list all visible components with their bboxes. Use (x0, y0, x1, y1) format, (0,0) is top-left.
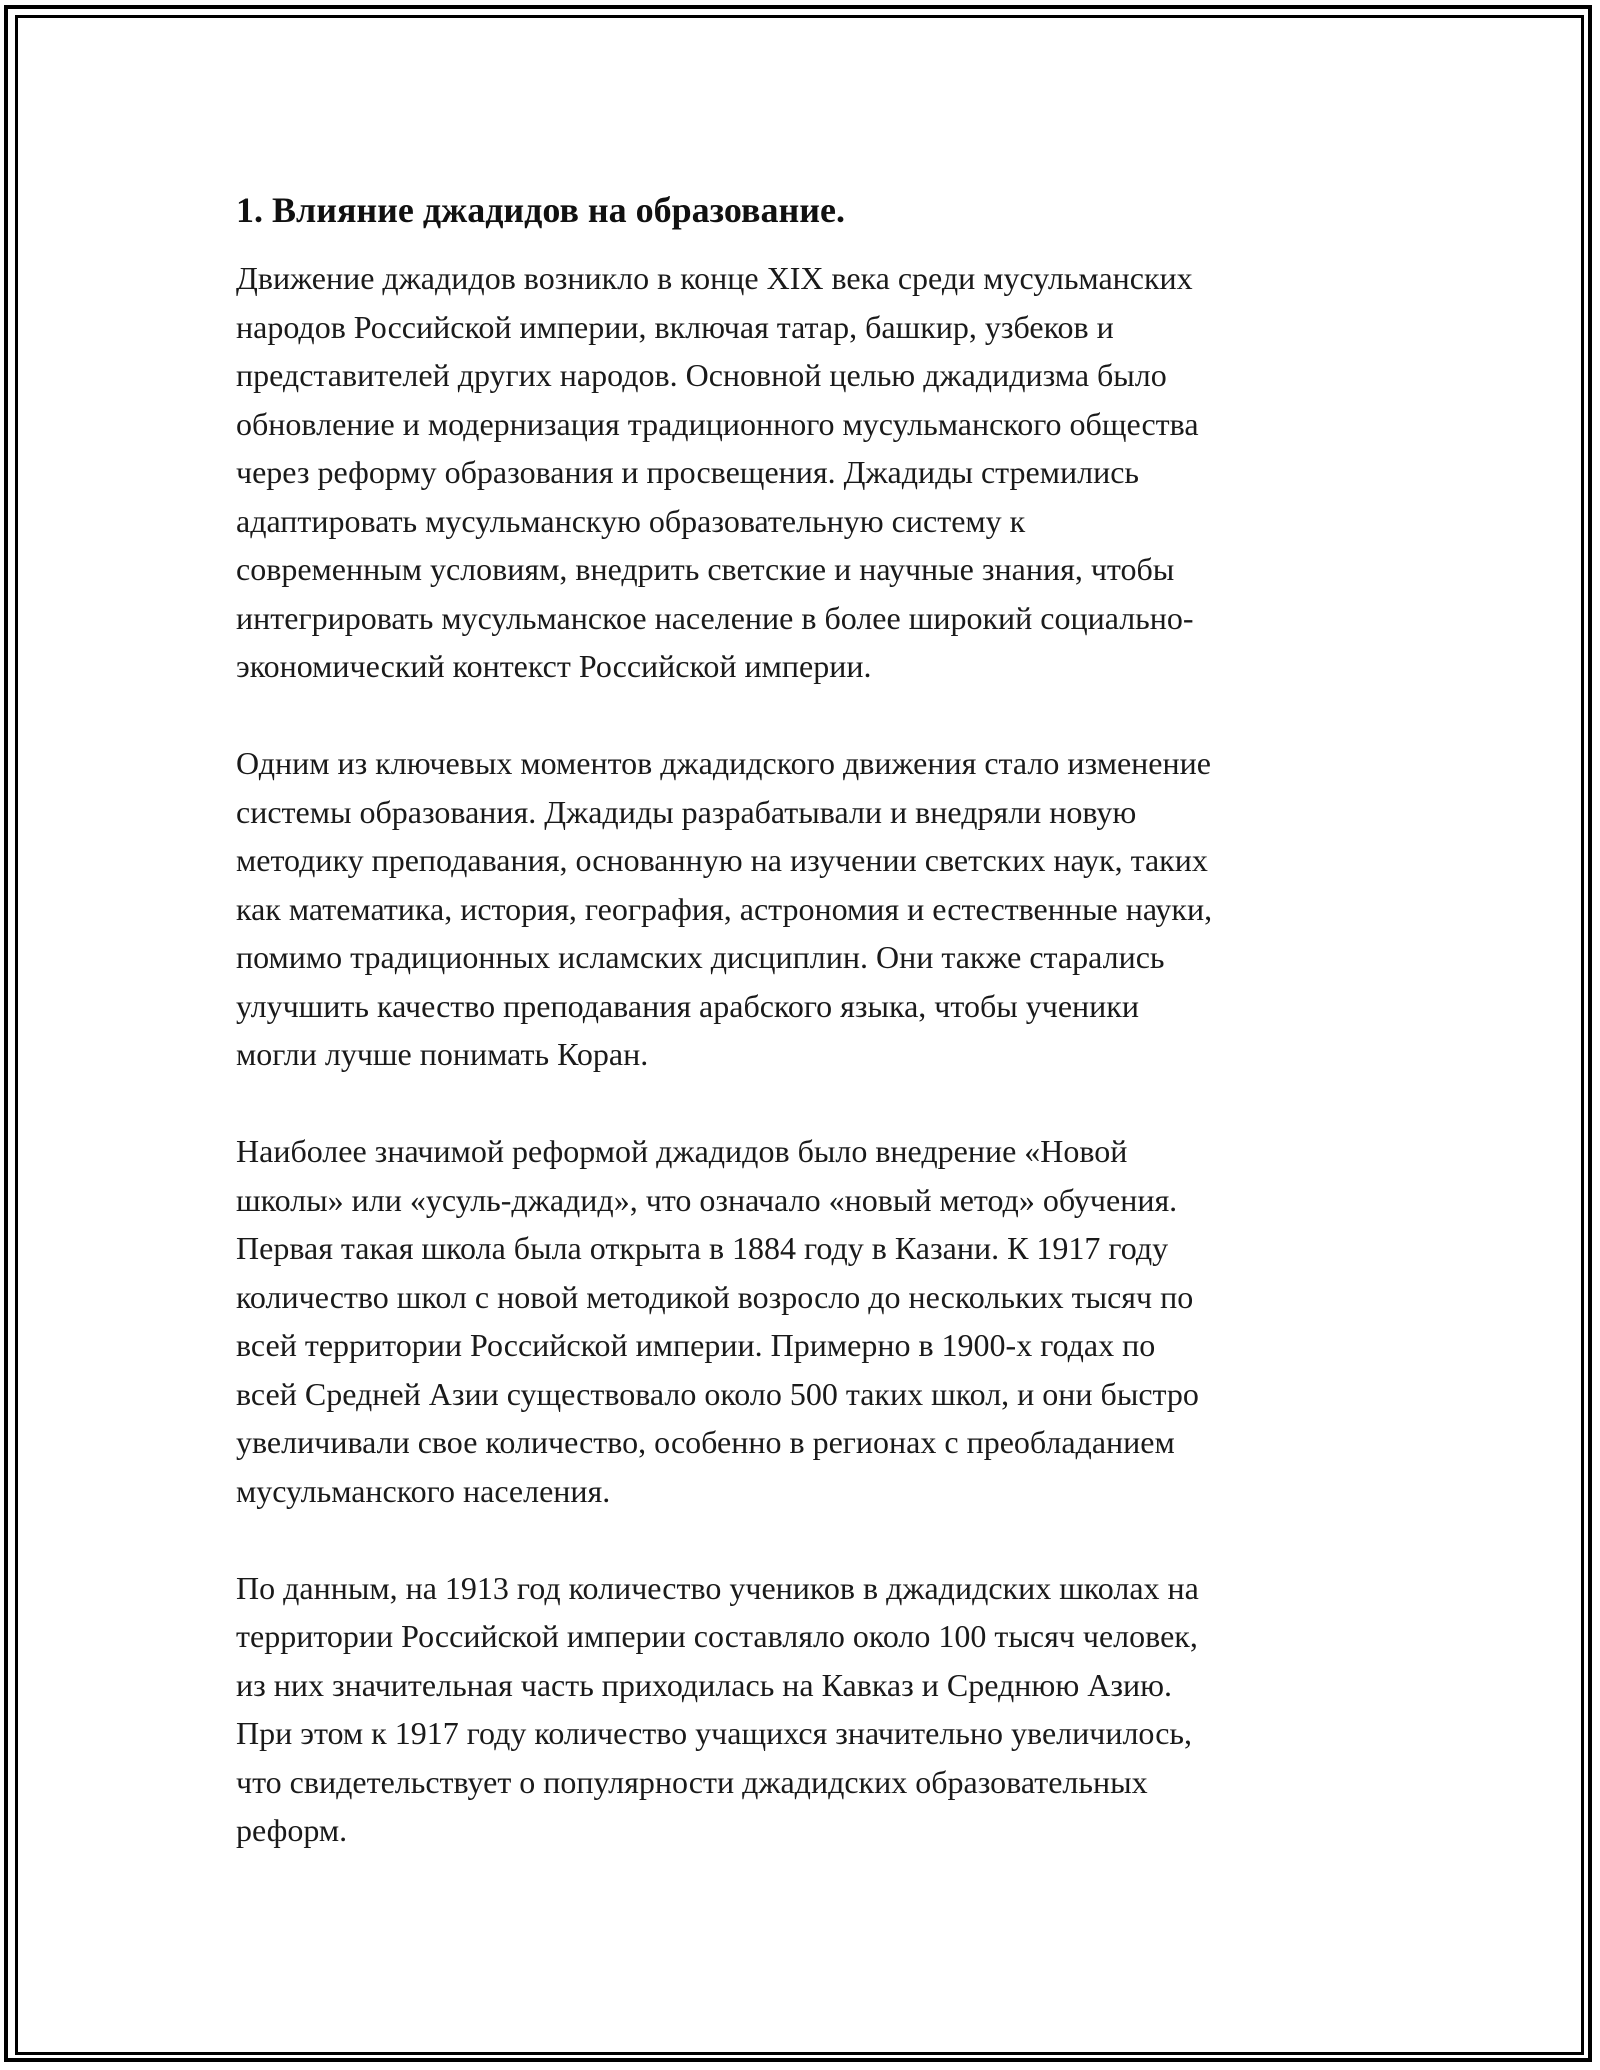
text-line: из них значительная часть приходилась на Кавказ и Среднюю Азию. (236, 1666, 1172, 1703)
text-line: мусульманского населения. (236, 1472, 611, 1509)
text-line: Наиболее значимой реформой джадидов было внедрение «Новой (236, 1133, 1128, 1169)
text-line: как математика, история, география, астрономия и естественные науки, (236, 890, 1213, 927)
text-line: современным условиям, внедрить светские и научные знания, чтобы (236, 551, 1175, 587)
text-line: территории Российской империи составляло около 100 тысяч человек, (236, 1618, 1198, 1654)
paragraph-3 (236, 1127, 1386, 1515)
text-line: Первая такая школа была открыта в 1884 году в Казани. К 1917 году (236, 1230, 1169, 1266)
text-line: количество школ с новой методикой возросло до нескольких тысяч по (236, 1278, 1194, 1315)
text-line: увеличивали свое количество, особенно в регионах с преобладанием (236, 1424, 1175, 1460)
text-line: Одним из ключевых моментов джадидского движения стало изменение (236, 745, 1211, 781)
text-line: экономический контекст Российской империи. (236, 648, 872, 684)
text-line: интегрировать мусульманское население в более широкий социально- (236, 599, 1194, 636)
text-line: системы образования. Джадиды разрабатывали и внедряли новую (236, 793, 1137, 830)
text-line: что свидетельствует о популярности джадидских образовательных (236, 1763, 1148, 1800)
document-body (236, 186, 1386, 1903)
section-heading: 1. Влияние джадидов на образование. (236, 190, 845, 230)
text-line: реформ. (236, 1812, 348, 1848)
paragraph-2 (236, 739, 1386, 1079)
text-line: методику преподавания, основанную на изучении светских наук, таких (236, 842, 1208, 878)
paragraph-1 (236, 254, 1386, 691)
text-line: Движение джадидов возникло в конце XIX века среди мусульманских (236, 260, 1193, 296)
text-line: всей Средней Азии существовало около 500 таких школ, и они быстро (236, 1375, 1199, 1412)
text-line: По данным, на 1913 год количество учеников в джадидских школах на (236, 1569, 1199, 1606)
text-line: школы» или «усуль-джадид», что означало «новый метод» обучения. (236, 1181, 1178, 1218)
text-line: могли лучше понимать Коран. (236, 1036, 649, 1072)
text-line: через реформу образования и просвещения. Джадиды стремились (236, 454, 1139, 490)
paragraph-4 (236, 1564, 1386, 1855)
text-line: представителей других народов. Основной целью джадидизма было (236, 357, 1167, 393)
text-line: помимо традиционных исламских дисциплин. Они также старались (236, 939, 1165, 975)
text-line: адаптировать мусульманскую образовательную систему к (236, 502, 1026, 539)
text-line: всей территории Российской империи. Примерно в 1900-х годах по (236, 1327, 1156, 1363)
text-line: обновление и модернизация традиционного мусульманского общества (236, 405, 1199, 442)
text-line: При этом к 1917 году количество учащихся значительно увеличилось, (236, 1715, 1193, 1751)
text-line: улучшить качество преподавания арабского языка, чтобы ученики (236, 987, 1139, 1024)
text-line: народов Российской империи, включая татар, башкир, узбеков и (236, 308, 1114, 345)
